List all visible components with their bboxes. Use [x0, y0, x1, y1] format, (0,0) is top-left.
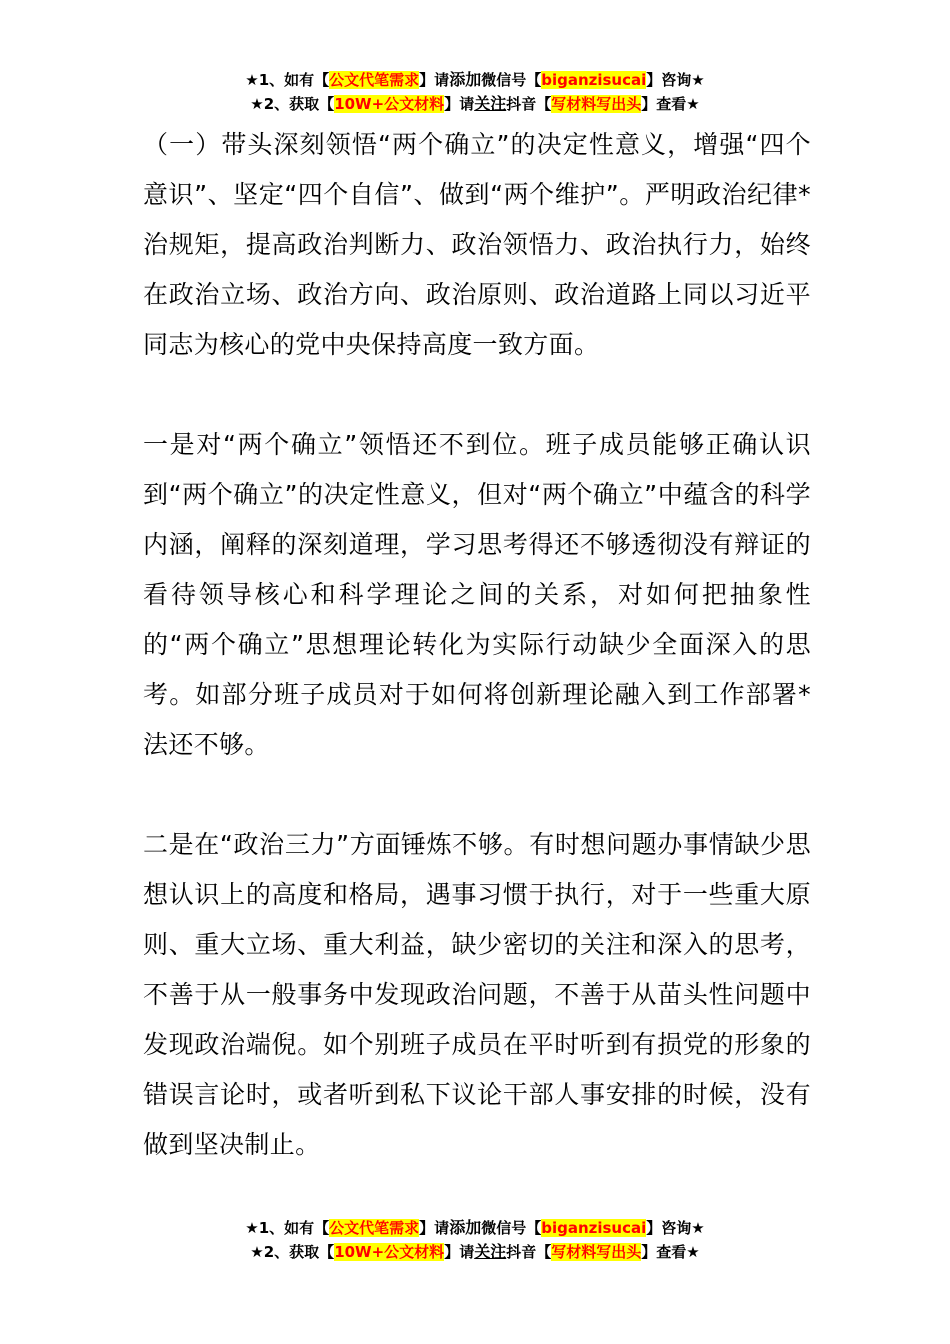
banner-text: 】咨询★: [646, 1219, 705, 1237]
emphasis-text: 关注: [474, 94, 507, 113]
banner-text: ★2、获取【: [250, 1243, 335, 1261]
highlight-label: 10W+公文材料: [334, 1243, 445, 1261]
banner-line-1: [0, 68, 950, 92]
paragraph-spacer: [143, 770, 811, 820]
document-body: [143, 120, 811, 1170]
banner-line-2: [0, 92, 950, 116]
douyin-id-highlight: 写材料写出头: [551, 1243, 642, 1261]
banner-text: 】请: [419, 1219, 450, 1237]
wechat-id-highlight: biganzisucai: [541, 71, 647, 89]
emphasis-text: 添加: [449, 70, 482, 89]
body-paragraph: 二是在“政治三力”方面锤炼不够。有时想问题办事情缺少思想认识上的高度和格局，遇事习惯于执行，对于一些重大原则、重大立场、重大利益，缺少密切的关注和深入的思考，不善于从一般事务中发现政治问题，不善于从苗头性问题中发现政治端倪。如个别班子成员在平时听到有损党的形象的错误言论时，或者听到私下议论干部人事安排的时候，没有做到坚决制止。: [143, 830, 811, 1159]
banner-text: 】请: [444, 1243, 475, 1261]
banner-text: ★1、如有【: [245, 71, 330, 89]
banner-text: 】请: [444, 95, 475, 113]
emphasis-text: 添加: [449, 1218, 482, 1237]
banner-text: ★2、获取【: [250, 95, 335, 113]
banner-text: 抖音【: [506, 1243, 552, 1261]
douyin-id-highlight: 写材料写出头: [551, 95, 642, 113]
banner-text: 微信号【: [481, 1219, 542, 1237]
banner-line-1: [0, 1216, 950, 1240]
banner-text: 】查看★: [641, 1243, 700, 1261]
banner-text: ★1、如有【: [245, 1219, 330, 1237]
banner-text: 】请: [419, 71, 450, 89]
banner-text: 微信号【: [481, 71, 542, 89]
banner-text: 】咨询★: [646, 71, 705, 89]
emphasis-text: 关注: [474, 1242, 507, 1261]
footer-banner: [0, 1216, 950, 1264]
highlight-label: 公文代笔需求: [329, 71, 420, 89]
body-paragraph: 一是对“两个确立”领悟还不到位。班子成员能够正确认识到“两个确立”的决定性意义，但对“两个确立”中蕴含的科学内涵，阐释的深刻道理，学习思考得还不够透彻没有辩证的看待领导核心和科学理论之间的关系，对如何把抽象性的“两个确立”思想理论转化为实际行动缺少全面深入的思考。如部分班子成员对于如何将创新理论融入到工作部署*法还不够。: [143, 430, 811, 759]
wechat-id-highlight: biganzisucai: [541, 1219, 647, 1237]
banner-line-2: [0, 1240, 950, 1264]
banner-text: 抖音【: [506, 95, 552, 113]
header-banner: [0, 68, 950, 116]
section-heading-paragraph: （一）带头深刻领悟“两个确立”的决定性意义，增强“四个意识”、坚定“四个自信”、做到“两个维护”。严明政治纪律*治规矩，提高政治判断力、政治领悟力、政治执行力，始终在政治立场、政治方向、政治原则、政治道路上同以习近平同志为核心的党中央保持高度一致方面。: [143, 130, 811, 359]
highlight-label: 10W+公文材料: [334, 95, 445, 113]
highlight-label: 公文代笔需求: [329, 1219, 420, 1237]
paragraph-spacer: [143, 370, 811, 420]
banner-text: 】查看★: [641, 95, 700, 113]
